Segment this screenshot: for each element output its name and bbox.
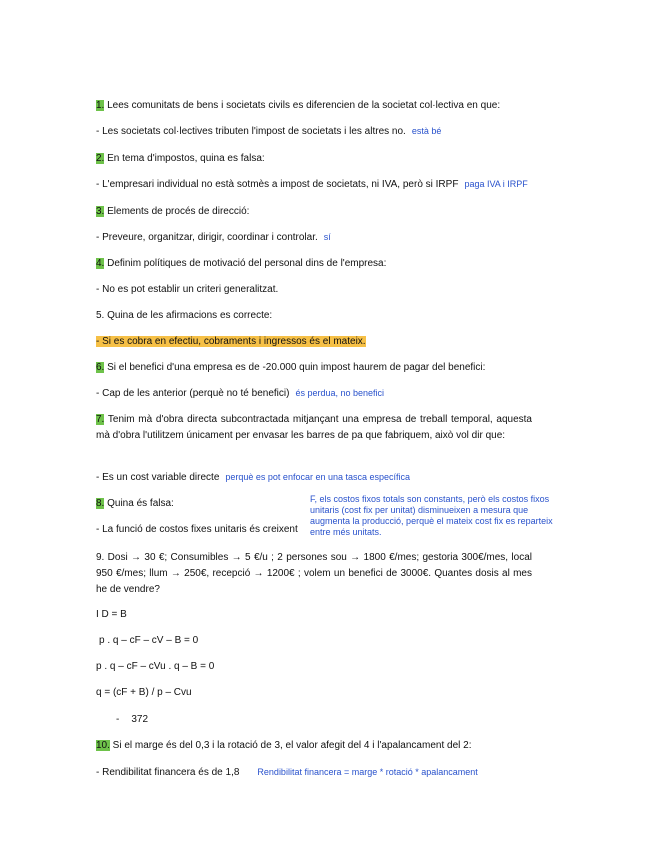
q1-note: està bé bbox=[411, 126, 442, 136]
q7-question bbox=[96, 412, 532, 444]
q4-answer bbox=[96, 283, 278, 296]
q8-answer bbox=[96, 523, 298, 536]
q2-text: En tema d'impostos, quina es falsa: bbox=[104, 153, 265, 164]
q4-question bbox=[96, 257, 386, 270]
q10-note: Rendibilitat financera = marge * rotació * apalancament bbox=[257, 767, 478, 777]
q10-text: Si el marge és del 0,3 i la rotació de 3, el valor afegit del 4 i l'apalancament del 2: bbox=[109, 740, 472, 751]
q9-equation-3: p . q – cF – cVu . q – B = 0 bbox=[96, 661, 215, 672]
q7-answer bbox=[96, 471, 410, 484]
q10-answer-text: - Rendibilitat financera és de 1,8 bbox=[96, 767, 240, 778]
q9-question: 9. Dosi → 30 €; Consumibles → 5 €/u ; 2 persones sou → 1800 €/mes; gestoria 300€/mes, local 950 €/mes; llum → 250€, recepció → 1200€ ; volem un benefici de 3000€. Quantes dosis al mes he de vendre? bbox=[96, 552, 532, 595]
q2-question bbox=[96, 152, 265, 165]
q9-bullet: - bbox=[116, 714, 120, 725]
q8-note: F, els costos fixos totals son constants, però els costos fixos unitaris (cost fix per unitat) disminueixen a mesura que augmenta la producció, perquè el mateix cost fix es reparteix entre més unitats. bbox=[310, 494, 553, 537]
q1-question bbox=[96, 99, 500, 112]
q9-result bbox=[116, 713, 148, 726]
q3-text: Elements de procés de direcció: bbox=[104, 206, 250, 217]
q10-question bbox=[96, 739, 471, 752]
q5-text: 5. Quina de les afirmacions es correcte: bbox=[96, 310, 273, 321]
q4-text: Definim polítiques de motivació del personal dins de l'empresa: bbox=[104, 258, 387, 269]
q5-question bbox=[96, 309, 272, 322]
q3-answer bbox=[96, 231, 331, 244]
q4-answer-text: - No es pot establir un criteri generalitzat. bbox=[96, 284, 279, 295]
q2-answer bbox=[96, 178, 528, 191]
q3-note: sí bbox=[323, 232, 331, 242]
q1-answer-text: - Les societats col·lectives tributen l'impost de societats i les altres no. bbox=[96, 126, 406, 137]
q4-number: 4. bbox=[96, 258, 105, 269]
q9-equation-2: p . q – cF – cV – B = 0 bbox=[99, 635, 199, 646]
q7-number: 7. bbox=[96, 414, 105, 425]
q2-note: paga IVA i IRPF bbox=[464, 179, 528, 189]
q1-text: Lees comunitats de bens i societats civils es diferencien de la societat col·lectiva en que: bbox=[104, 100, 501, 111]
q10-number: 10. bbox=[96, 740, 110, 751]
q1-answer bbox=[96, 125, 441, 138]
q1-number: 1. bbox=[96, 100, 105, 111]
q8-question bbox=[96, 497, 174, 510]
q6-question bbox=[96, 361, 485, 374]
q7-note: perquè es pot enfocar en una tasca específica bbox=[225, 472, 411, 482]
q7-text: Tenim mà d'obra directa subcontractada mitjançant una empresa de treball temporal, aquesta mà d'obra l'utilitzem únicament per envasar les barres de pa que fabriquem, això vol dir que: bbox=[96, 414, 532, 441]
q3-answer-text: - Preveure, organitzar, dirigir, coordinar i controlar. bbox=[96, 232, 318, 243]
q9-equation-4: q = (cF + B) / p – Cvu bbox=[96, 687, 192, 698]
q3-question bbox=[96, 205, 249, 218]
q8-number: 8. bbox=[96, 498, 105, 509]
q6-note: és perdua, no benefici bbox=[295, 388, 385, 398]
q6-answer-text: - Cap de les anterior (perquè no té benefici) bbox=[96, 388, 290, 399]
q9-result-value: 372 bbox=[131, 714, 149, 725]
q5-answer bbox=[96, 335, 366, 348]
q9-equation-1: I D = B bbox=[96, 609, 127, 620]
q10-answer bbox=[96, 766, 478, 779]
q3-number: 3. bbox=[96, 206, 105, 217]
q5-answer-highlight: - Si es cobra en efectiu, cobraments i ingressos és el mateix. bbox=[96, 336, 366, 347]
q8-text: Quina és falsa: bbox=[104, 498, 174, 509]
q6-answer bbox=[96, 387, 384, 400]
q6-text: Si el benefici d'una empresa es de -20.000 quin impost haurem de pagar del benefici: bbox=[104, 362, 486, 373]
q7-answer-text: - Es un cost variable directe bbox=[96, 472, 220, 483]
q2-number: 2. bbox=[96, 153, 105, 164]
q2-answer-text: - L'empresari individual no està sotmès a impost de societats, ni IVA, però si IRPF bbox=[96, 179, 459, 190]
q8-answer-text: - La funció de costos fixes unitaris és creixent bbox=[96, 524, 298, 535]
q6-number: 6. bbox=[96, 362, 105, 373]
